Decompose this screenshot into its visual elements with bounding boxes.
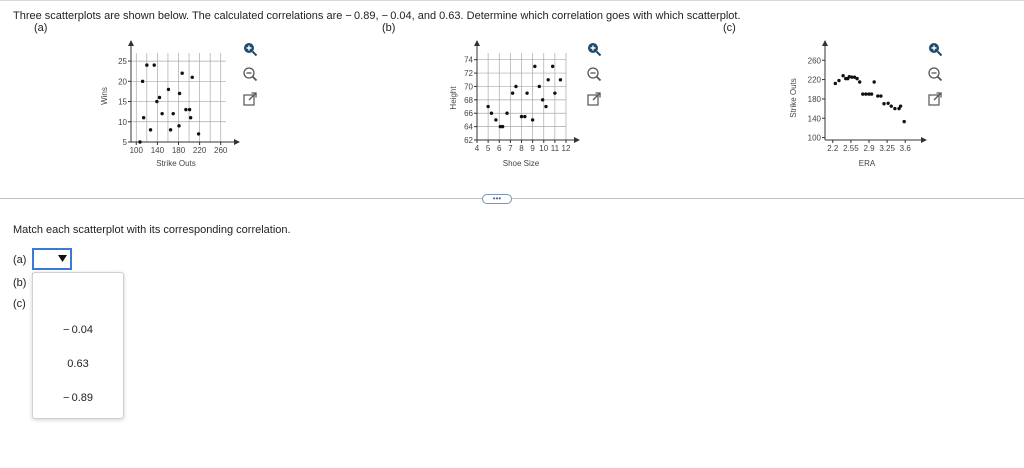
x-tick-label: 100 (129, 146, 143, 155)
x-axis-label: Shoe Size (502, 159, 540, 168)
match-row-label-c: (c) (13, 298, 26, 310)
y-axis-arrow (128, 40, 134, 46)
data-point (531, 118, 534, 121)
y-tick-label: 100 (807, 133, 821, 143)
correlation-select-a[interactable] (32, 248, 72, 270)
plot-a-tools (242, 41, 260, 116)
plot-label-c: (c) (723, 22, 736, 34)
data-point (490, 112, 493, 115)
data-point (870, 92, 873, 95)
dropdown-option[interactable]: − 0.89 (62, 392, 94, 404)
x-tick-label: 10 (539, 144, 549, 153)
match-row-label-a: (a) (13, 254, 27, 266)
data-point (167, 88, 170, 91)
x-tick-label: 3.6 (899, 144, 911, 153)
data-point (525, 91, 528, 94)
y-tick-label: 66 (464, 109, 473, 119)
x-axis-arrow (921, 137, 927, 143)
data-point (551, 65, 554, 68)
data-point (541, 98, 544, 101)
x-axis-arrow (574, 137, 580, 143)
zoom-in-icon[interactable] (586, 41, 602, 57)
open-new-window-icon[interactable] (586, 91, 602, 107)
x-tick-label: 3.25 (879, 144, 895, 153)
scatterplot-c (782, 40, 942, 175)
top-border (0, 0, 1024, 1)
zoom-out-icon[interactable] (242, 66, 258, 82)
y-axis-arrow (474, 40, 480, 46)
dropdown-arrow-icon (57, 253, 68, 264)
dropdown-option[interactable]: 0.63 (67, 358, 89, 370)
y-tick-label: 68 (464, 95, 473, 105)
y-tick-label: 180 (807, 94, 821, 104)
data-point (864, 92, 867, 95)
plot-label-b: (b) (382, 22, 396, 34)
scatterplot-b (440, 40, 600, 175)
data-point (893, 107, 896, 110)
data-point (169, 128, 172, 131)
y-axis-arrow (822, 40, 828, 46)
plot-label-a: (a) (34, 22, 48, 34)
plot-c-tools (927, 41, 945, 116)
more-options-button[interactable]: ••• (482, 194, 512, 204)
x-tick-label: 11 (550, 144, 560, 153)
y-tick-label: 260 (807, 56, 821, 66)
data-point (858, 80, 861, 83)
data-point (184, 108, 187, 111)
data-point (890, 104, 893, 107)
x-axis-label: ERA (858, 159, 876, 168)
zoom-in-icon[interactable] (927, 41, 943, 57)
data-point (547, 78, 550, 81)
data-point (886, 102, 889, 105)
data-point (180, 72, 183, 75)
scatterplot-a (96, 40, 256, 175)
data-point (872, 80, 875, 83)
data-point (189, 116, 192, 119)
x-tick-label: 220 (192, 146, 207, 155)
data-point (559, 78, 562, 81)
zoom-out-icon[interactable] (927, 66, 943, 82)
data-point (178, 92, 181, 95)
x-tick-label: 140 (150, 146, 165, 155)
data-point (501, 125, 504, 128)
open-new-window-icon[interactable] (242, 91, 258, 107)
data-point (553, 91, 556, 94)
correlation-dropdown-menu (32, 272, 124, 419)
data-point (177, 124, 180, 127)
data-point (834, 82, 837, 85)
y-axis-label: Strike Outs (789, 78, 798, 118)
data-point (511, 91, 514, 94)
data-point (141, 80, 144, 83)
x-tick-label: 260 (214, 146, 228, 155)
data-point (149, 128, 152, 131)
data-point (899, 104, 902, 107)
data-point (837, 79, 840, 82)
y-tick-label: 62 (464, 136, 473, 145)
zoom-out-icon[interactable] (586, 66, 602, 82)
x-tick-label: 8 (519, 144, 524, 153)
data-point (514, 85, 517, 88)
data-point (153, 63, 156, 66)
data-point (520, 115, 523, 118)
data-point (494, 118, 497, 121)
plot-b-tools (586, 41, 604, 116)
x-tick-label: 2.9 (863, 144, 875, 153)
data-point (544, 105, 547, 108)
data-point (882, 102, 885, 105)
data-point (172, 112, 175, 115)
question-text: Three scatterplots are shown below. The calculated correlations are − 0.89, − 0.04, and 0.63. Determine which correlation goes with which scatterplot. (13, 10, 741, 22)
data-point (155, 100, 158, 103)
x-tick-label: 2.55 (843, 144, 859, 153)
y-tick-label: 74 (464, 55, 473, 65)
y-tick-label: 25 (118, 57, 127, 67)
y-tick-label: 64 (464, 122, 473, 132)
data-point (158, 96, 161, 99)
data-point (505, 112, 508, 115)
x-axis-arrow (234, 139, 240, 145)
instruction-text: Match each scatterplot with its corresponding correlation. (13, 224, 291, 236)
data-point (145, 63, 148, 66)
data-point (197, 132, 200, 135)
x-tick-label: 12 (561, 144, 571, 153)
zoom-in-icon[interactable] (242, 41, 258, 57)
y-axis-label: Height (449, 86, 458, 110)
y-tick-label: 15 (118, 97, 127, 107)
data-point (142, 116, 145, 119)
y-axis-label: Wins (100, 87, 109, 105)
dropdown-option[interactable]: − 0.04 (62, 324, 94, 336)
section-divider (0, 198, 1024, 199)
y-tick-label: 5 (122, 138, 127, 147)
data-point (876, 94, 879, 97)
x-tick-label: 9 (530, 144, 535, 153)
x-tick-label: 7 (508, 144, 513, 153)
y-tick-label: 20 (118, 77, 127, 87)
data-point (486, 105, 489, 108)
x-axis-label: Strike Outs (156, 159, 196, 168)
data-point (903, 120, 906, 123)
x-tick-label: 6 (497, 144, 502, 153)
data-point (138, 140, 141, 143)
y-tick-label: 220 (807, 75, 821, 85)
open-new-window-icon[interactable] (927, 91, 943, 107)
data-point (533, 65, 536, 68)
match-row-label-b: (b) (13, 277, 27, 289)
data-point (861, 92, 864, 95)
data-point (191, 76, 194, 79)
data-point (841, 74, 844, 77)
data-point (855, 77, 858, 80)
data-point (538, 85, 541, 88)
data-point (879, 94, 882, 97)
x-tick-label: 5 (485, 144, 491, 153)
x-tick-label: 180 (171, 146, 186, 155)
data-point (160, 112, 163, 115)
y-tick-label: 10 (118, 117, 127, 127)
data-point (523, 115, 526, 118)
x-tick-label: 2.2 (827, 144, 839, 153)
y-tick-label: 140 (807, 114, 821, 124)
y-tick-label: 70 (464, 82, 473, 92)
x-tick-label: 4 (474, 144, 480, 153)
y-tick-label: 72 (464, 69, 473, 79)
data-point (188, 108, 191, 111)
